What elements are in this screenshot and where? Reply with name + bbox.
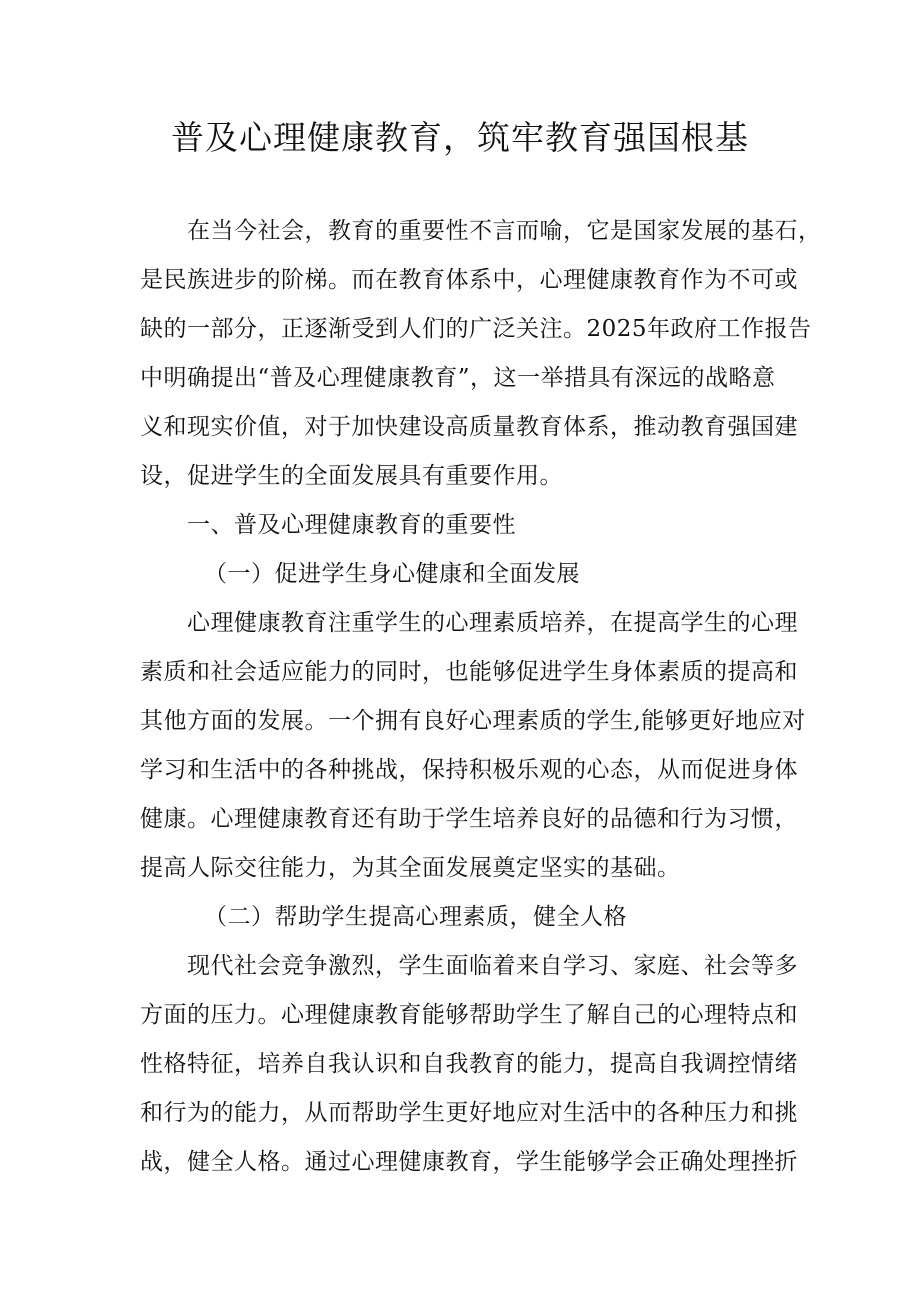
paragraph-1-line-5: 义和现实价值，对于加快建设高质量教育体系，推动教育强国建 [140, 414, 798, 440]
section-heading-1: 一、普及心理健康教育的重要性 [187, 512, 516, 538]
paragraph-1-line-6: 设，促进学生的全面发展具有重要作用。 [140, 463, 563, 489]
paragraph-2-line-2: 素质和社会适应能力的同时，也能够促进学生身体素质的提高和 [140, 659, 798, 685]
paragraph-1-line-1: 在当今社会，教育的重要性不言而喻，它是国家发展的基石， [187, 218, 822, 244]
subsection-heading-2: （二）帮助学生提高心理素质，健全人格 [204, 904, 627, 930]
paragraph-1-line-3: 缺的一部分，正逐渐受到人们的广泛关注。2025年政府工作报告 [140, 316, 812, 342]
paragraph-2-line-3: 其他方面的发展。一个拥有良好心理素质的学生,能够更好地应对 [140, 708, 806, 734]
document-title: 普及心理健康教育，筑牢教育强国根基 [171, 118, 749, 157]
paragraph-3-line-2: 方面的压力。心理健康教育能够帮助学生了解自己的心理特点和 [140, 1002, 798, 1028]
paragraph-3-line-5: 战，健全人格。通过心理健康教育，学生能够学会正确处理挫折 [140, 1149, 798, 1175]
paragraph-3-line-1: 现代社会竞争激烈，学生面临着来自学习、家庭、社会等多 [187, 953, 798, 979]
paragraph-1-line-4: 中明确提出“普及心理健康教育”，这一举措具有深远的战略意 [140, 365, 776, 391]
subsection-heading-1: （一）促进学生身心健康和全面发展 [204, 561, 580, 587]
paragraph-2-line-4: 学习和生活中的各种挑战，保持积极乐观的心态，从而促进身体 [140, 757, 798, 783]
paragraph-3-line-3: 性格特征，培养自我认识和自我教育的能力，提高自我调控情绪 [140, 1051, 798, 1077]
paragraph-3-line-4: 和行为的能力，从而帮助学生更好地应对生活中的各种压力和挑 [140, 1100, 798, 1126]
paragraph-1-line-2: 是民族进步的阶梯。而在教育体系中，心理健康教育作为不可或 [140, 267, 798, 293]
paragraph-2-line-1: 心理健康教育注重学生的心理素质培养，在提高学生的心理 [187, 610, 798, 636]
paragraph-2-line-5: 健康。心理健康教育还有助于学生培养良好的品德和行为习惯， [140, 806, 798, 832]
paragraph-2-line-6: 提高人际交往能力，为其全面发展奠定坚实的基础。 [140, 855, 681, 881]
